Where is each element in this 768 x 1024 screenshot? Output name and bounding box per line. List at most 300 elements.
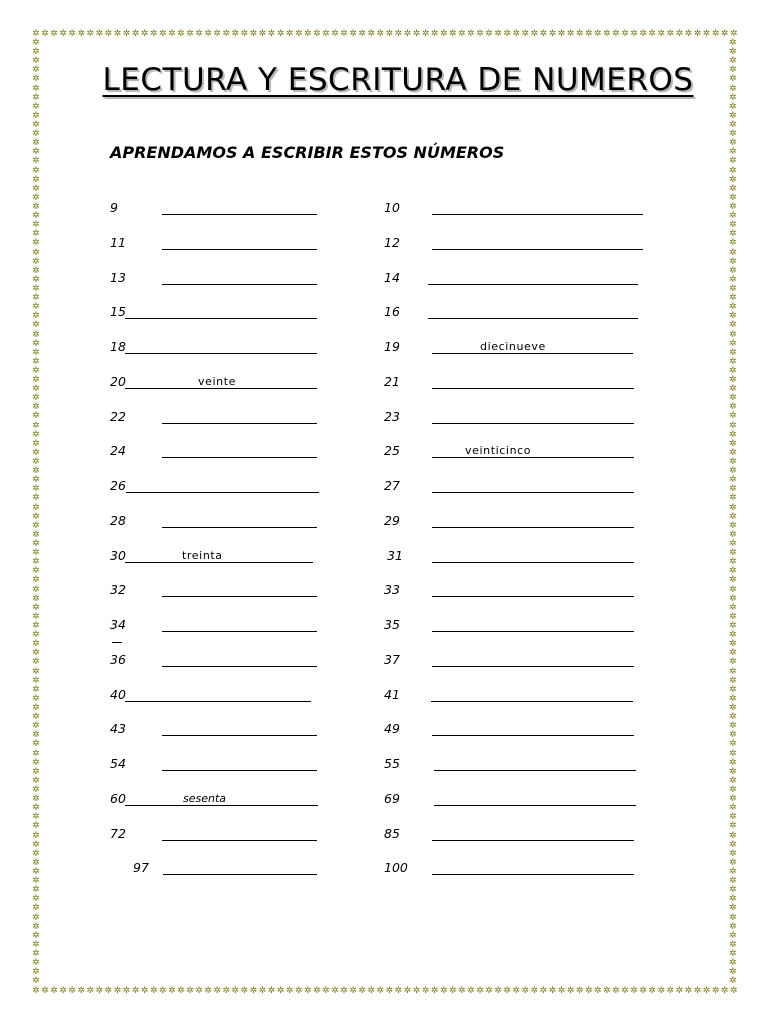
border-star-icon: ✲: [539, 29, 548, 39]
border-star-icon: ✲: [32, 311, 40, 322]
border-star-icon: ✲: [539, 986, 548, 996]
border-star-icon: ✲: [32, 812, 40, 823]
border-star-icon: ✲: [684, 986, 693, 996]
exercise-number: 85: [384, 826, 400, 841]
border-star-icon: ✲: [231, 986, 239, 996]
border-star-icon: ✲: [729, 92, 737, 103]
border-star-icon: ✲: [32, 402, 40, 413]
border-star-icon: ✲: [729, 912, 737, 923]
border-star-icon: ✲: [448, 986, 457, 996]
border-star-icon: ✲: [258, 29, 267, 39]
border-star-icon: ✲: [358, 986, 366, 996]
border-star-icon: ✲: [95, 986, 103, 996]
border-star-icon: ✲: [32, 986, 40, 996]
border-star-icon: ✲: [32, 684, 40, 695]
border-star-icon: ✲: [32, 38, 40, 48]
border-star-icon: ✲: [512, 29, 520, 39]
border-star-icon: ✲: [158, 986, 167, 996]
border-star-icon: ✲: [729, 484, 737, 495]
answer-blank-line[interactable]: [431, 701, 633, 702]
border-star-icon: ✲: [476, 986, 484, 996]
border-star-icon: ✲: [729, 775, 737, 786]
border-star-icon: ✲: [729, 702, 737, 713]
border-star-icon: ✲: [729, 566, 737, 577]
border-star-icon: ✲: [593, 29, 602, 39]
border-star-icon: ✲: [267, 29, 276, 39]
border-star-icon: ✲: [657, 986, 665, 996]
border-star-icon: ✲: [494, 29, 502, 39]
border-star-icon: ✲: [32, 784, 40, 795]
border-star-icon: ✲: [41, 986, 49, 996]
border-star-icon: ✲: [729, 748, 737, 759]
border-star-icon: ✲: [32, 903, 40, 914]
border-star-icon: ✲: [331, 986, 339, 996]
exercise-number: 10: [384, 200, 400, 215]
answer-blank-line[interactable]: [428, 318, 638, 319]
border-star-icon: ✲: [322, 29, 330, 39]
exercise-number: 20: [110, 374, 126, 389]
border-star-icon: ✲: [32, 283, 40, 294]
border-star-icon: ✲: [693, 986, 702, 996]
exercise-row: [0, 791, 768, 814]
exercise-number: 12: [384, 235, 400, 250]
border-star-icon: ✲: [32, 557, 40, 568]
border-star-icon: ✲: [86, 986, 94, 996]
border-star-icon: ✲: [530, 29, 538, 39]
border-star-icon: ✲: [32, 748, 40, 759]
border-star-icon: ✲: [322, 986, 330, 996]
border-star-icon: ✲: [32, 201, 40, 212]
border-star-icon: ✲: [32, 329, 40, 340]
border-star-icon: ✲: [32, 192, 40, 203]
border-star-icon: ✲: [729, 675, 737, 686]
border-star-icon: ✲: [32, 548, 40, 559]
border-star-icon: ✲: [77, 986, 85, 996]
border-star-icon: ✲: [476, 29, 484, 39]
border-star-icon: ✲: [240, 986, 248, 996]
border-star-icon: ✲: [358, 29, 366, 39]
border-star-icon: ✲: [32, 384, 40, 395]
answer-blank-line[interactable]: [434, 805, 636, 806]
border-star-icon: ✲: [32, 739, 40, 750]
border-star-icon: ✲: [32, 976, 40, 987]
border-star-icon: ✲: [32, 839, 40, 850]
border-star-icon: ✲: [729, 639, 737, 650]
border-star-icon: ✲: [584, 986, 593, 996]
page-border-bottom: [32, 987, 738, 996]
border-star-icon: ✲: [593, 986, 602, 996]
border-star-icon: ✲: [729, 575, 737, 586]
border-star-icon: ✲: [32, 529, 40, 540]
border-star-icon: ✲: [729, 885, 737, 896]
border-star-icon: ✲: [267, 986, 276, 996]
border-star-icon: ✲: [729, 65, 737, 76]
exercise-number: 32: [110, 582, 126, 597]
border-star-icon: ✲: [729, 156, 737, 167]
exercise-number: 11: [110, 235, 126, 250]
border-star-icon: ✲: [32, 721, 40, 732]
border-star-icon: ✲: [50, 986, 58, 996]
border-star-icon: ✲: [186, 29, 194, 39]
border-star-icon: ✲: [729, 693, 737, 704]
written-answer: diecinueve: [480, 340, 546, 353]
border-star-icon: ✲: [729, 475, 737, 486]
exercise-number: 40: [110, 687, 126, 702]
border-star-icon: ✲: [503, 29, 511, 39]
border-star-icon: ✲: [312, 986, 321, 996]
border-star-icon: ✲: [729, 939, 737, 950]
border-star-icon: ✲: [639, 986, 647, 996]
border-star-icon: ✲: [412, 29, 421, 39]
answer-blank-line[interactable]: [432, 492, 634, 493]
border-star-icon: ✲: [32, 156, 40, 167]
border-star-icon: ✲: [32, 101, 40, 112]
answer-blank-line[interactable]: [432, 631, 634, 632]
written-answer: treinta: [182, 549, 223, 562]
border-star-icon: ✲: [32, 138, 40, 149]
border-star-icon: ✲: [32, 393, 40, 404]
border-star-icon: ✲: [32, 420, 40, 431]
border-star-icon: ✲: [149, 29, 158, 39]
border-star-icon: ✲: [584, 29, 593, 39]
border-star-icon: ✲: [394, 29, 403, 39]
border-star-icon: ✲: [122, 29, 131, 39]
border-star-icon: ✲: [32, 220, 40, 231]
exercise-row: [0, 374, 768, 394]
border-star-icon: ✲: [195, 986, 203, 996]
border-star-icon: ✲: [684, 29, 693, 39]
border-star-icon: ✲: [249, 29, 258, 39]
border-star-icon: ✲: [249, 986, 258, 996]
border-star-icon: ✲: [729, 757, 737, 768]
border-star-icon: ✲: [729, 903, 737, 914]
exercise-number: 31: [387, 548, 403, 563]
border-star-icon: ✲: [729, 365, 737, 376]
exercise-row: [0, 652, 768, 672]
exercise-row: [0, 339, 768, 359]
border-star-icon: ✲: [729, 712, 737, 723]
border-star-icon: ✲: [32, 648, 40, 659]
border-star-icon: ✲: [32, 302, 40, 313]
exercise-number: 18: [110, 339, 126, 354]
border-star-icon: ✲: [32, 948, 40, 959]
exercise-number: 26: [110, 478, 126, 493]
border-star-icon: ✲: [557, 29, 566, 39]
border-star-icon: ✲: [312, 29, 321, 39]
exercise-number: 19: [384, 339, 400, 354]
border-star-icon: ✲: [729, 548, 737, 559]
border-star-icon: ✲: [32, 575, 40, 586]
border-star-icon: ✲: [485, 29, 493, 39]
border-star-icon: ✲: [521, 29, 529, 39]
exercise-row: [0, 548, 768, 568]
border-star-icon: ✲: [149, 986, 158, 996]
border-star-icon: ✲: [32, 356, 40, 367]
border-star-icon: ✲: [729, 293, 737, 304]
answer-blank-line[interactable]: [432, 735, 634, 736]
border-star-icon: ✲: [50, 29, 58, 39]
border-star-icon: ✲: [32, 438, 40, 449]
border-star-icon: ✲: [303, 986, 312, 996]
exercise-number: 33: [384, 582, 400, 597]
border-star-icon: ✲: [666, 29, 674, 39]
exercise-number: 24: [110, 443, 126, 458]
border-star-icon: ✲: [303, 29, 312, 39]
border-star-icon: ✲: [421, 986, 430, 996]
answer-blank-line[interactable]: [428, 284, 638, 285]
border-star-icon: ✲: [729, 47, 737, 58]
exercise-number: 60: [110, 791, 126, 806]
border-star-icon: ✲: [340, 986, 348, 996]
border-star-icon: ✲: [575, 29, 584, 39]
border-star-icon: ✲: [32, 65, 40, 76]
exercise-number: 29: [384, 513, 400, 528]
border-star-icon: ✲: [213, 986, 221, 996]
border-star-icon: ✲: [729, 611, 737, 622]
exercise-row: [0, 200, 768, 220]
border-star-icon: ✲: [421, 29, 430, 39]
border-star-icon: ✲: [140, 986, 149, 996]
border-star-icon: ✲: [602, 29, 611, 39]
border-star-icon: ✲: [729, 876, 737, 887]
border-star-icon: ✲: [729, 621, 737, 631]
border-star-icon: ✲: [729, 602, 737, 613]
border-star-icon: ✲: [729, 256, 737, 267]
border-star-icon: ✲: [729, 502, 737, 513]
border-star-icon: ✲: [729, 201, 737, 212]
border-star-icon: ✲: [32, 821, 40, 832]
border-star-icon: ✲: [612, 986, 620, 996]
border-star-icon: ✲: [32, 256, 40, 267]
border-star-icon: ✲: [131, 29, 140, 39]
border-star-icon: ✲: [729, 976, 737, 987]
border-star-icon: ✲: [729, 848, 737, 859]
border-star-icon: ✲: [32, 365, 40, 376]
border-star-icon: ✲: [32, 247, 40, 258]
border-star-icon: ✲: [32, 484, 40, 495]
border-star-icon: ✲: [32, 92, 40, 103]
border-star-icon: ✲: [729, 466, 737, 477]
border-star-icon: ✲: [113, 986, 122, 996]
exercise-number: 9: [110, 200, 118, 215]
exercise-row: [0, 235, 768, 255]
exercise-number: 69: [384, 791, 400, 806]
border-star-icon: ✲: [621, 29, 629, 39]
answer-blank-line[interactable]: [434, 770, 636, 771]
border-star-icon: ✲: [32, 675, 40, 686]
border-star-icon: ✲: [32, 165, 40, 176]
answer-blank-line[interactable]: [432, 388, 634, 389]
border-star-icon: ✲: [548, 986, 557, 996]
exercise-row: [0, 826, 768, 846]
exercise-number: 27: [384, 478, 400, 493]
border-star-icon: ✲: [32, 639, 40, 650]
answer-blank-line[interactable]: [432, 666, 634, 667]
written-answer: sesenta: [183, 792, 227, 805]
border-star-icon: ✲: [729, 666, 737, 677]
border-star-icon: ✲: [729, 283, 737, 294]
border-star-icon: ✲: [32, 857, 40, 868]
border-star-icon: ✲: [32, 866, 40, 877]
border-star-icon: ✲: [32, 593, 40, 604]
border-star-icon: ✲: [621, 986, 629, 996]
border-star-icon: ✲: [729, 657, 737, 668]
border-star-icon: ✲: [32, 921, 40, 932]
border-star-icon: ✲: [32, 712, 40, 723]
border-star-icon: ✲: [729, 138, 737, 149]
border-star-icon: ✲: [729, 375, 737, 386]
border-star-icon: ✲: [439, 29, 448, 39]
border-star-icon: ✲: [32, 174, 40, 185]
exercise-number: 55: [384, 756, 400, 771]
border-star-icon: ✲: [32, 666, 40, 677]
border-star-icon: ✲: [557, 986, 566, 996]
border-star-icon: ✲: [213, 29, 221, 39]
border-star-icon: ✲: [32, 539, 40, 550]
border-star-icon: ✲: [729, 119, 737, 130]
border-star-icon: ✲: [294, 986, 303, 996]
stray-dash-mark: [112, 642, 122, 643]
border-star-icon: ✲: [32, 29, 40, 39]
border-star-icon: ✲: [32, 320, 40, 331]
answer-blank-line[interactable]: [432, 423, 634, 424]
worksheet-instructions: APRENDAMOS A ESCRIBIR ESTOS NÚMEROS: [110, 143, 505, 162]
answer-blank-line[interactable]: [432, 457, 634, 458]
border-star-icon: ✲: [367, 29, 375, 39]
exercise-row: [0, 756, 768, 776]
border-star-icon: ✲: [494, 986, 502, 996]
border-star-icon: ✲: [657, 29, 665, 39]
border-star-icon: ✲: [276, 29, 285, 39]
border-star-icon: ✲: [32, 347, 40, 358]
exercise-row: [0, 684, 768, 707]
border-star-icon: ✲: [729, 302, 737, 313]
border-star-icon: ✲: [376, 986, 384, 996]
border-star-icon: ✲: [729, 447, 737, 458]
border-star-icon: ✲: [32, 894, 40, 905]
exercise-number: 34: [110, 617, 126, 632]
border-star-icon: ✲: [32, 211, 40, 222]
border-star-icon: ✲: [729, 539, 737, 550]
exercise-number: 54: [110, 756, 126, 771]
exercise-row: [0, 721, 768, 741]
border-star-icon: ✲: [729, 894, 737, 905]
border-star-icon: ✲: [32, 493, 40, 504]
border-star-icon: ✲: [131, 986, 140, 996]
border-star-icon: ✲: [32, 119, 40, 130]
exercise-row: [0, 270, 768, 290]
exercise-row: [0, 304, 768, 324]
border-star-icon: ✲: [32, 757, 40, 768]
border-star-icon: ✲: [729, 356, 737, 367]
border-star-icon: ✲: [32, 511, 40, 522]
border-star-icon: ✲: [32, 775, 40, 786]
border-star-icon: ✲: [729, 948, 737, 959]
exercise-number: 30: [110, 548, 126, 563]
border-star-icon: ✲: [140, 29, 149, 39]
border-star-icon: ✲: [41, 29, 49, 39]
border-star-icon: ✲: [729, 411, 737, 422]
answer-blank-line[interactable]: [432, 353, 633, 354]
exercise-number: 49: [384, 721, 400, 736]
border-star-icon: ✲: [720, 29, 729, 39]
exercise-row: [0, 582, 768, 602]
border-star-icon: ✲: [729, 986, 738, 996]
border-star-icon: ✲: [729, 320, 737, 331]
border-star-icon: ✲: [729, 593, 737, 604]
border-star-icon: ✲: [167, 29, 176, 39]
exercise-number: 36: [110, 652, 126, 667]
border-star-icon: ✲: [240, 29, 248, 39]
border-star-icon: ✲: [285, 986, 294, 996]
border-star-icon: ✲: [729, 38, 737, 48]
exercise-number: 97: [133, 860, 149, 875]
border-star-icon: ✲: [32, 411, 40, 422]
border-star-icon: ✲: [729, 766, 737, 777]
border-star-icon: ✲: [186, 986, 194, 996]
border-star-icon: ✲: [729, 930, 737, 941]
border-star-icon: ✲: [32, 566, 40, 577]
border-star-icon: ✲: [729, 211, 737, 222]
border-star-icon: ✲: [702, 986, 711, 996]
border-star-icon: ✲: [729, 812, 737, 823]
exercise-row: [0, 443, 768, 463]
border-star-icon: ✲: [204, 986, 212, 996]
border-star-icon: ✲: [729, 429, 737, 440]
border-star-icon: ✲: [729, 83, 737, 94]
answer-blank-line[interactable]: [432, 214, 643, 215]
border-star-icon: ✲: [32, 794, 40, 805]
border-star-icon: ✲: [729, 584, 737, 595]
border-star-icon: ✲: [430, 986, 439, 996]
border-star-icon: ✲: [729, 147, 737, 158]
border-star-icon: ✲: [349, 986, 357, 996]
border-star-icon: ✲: [32, 912, 40, 923]
border-star-icon: ✲: [276, 986, 285, 996]
border-star-icon: ✲: [104, 986, 113, 996]
border-star-icon: ✲: [122, 986, 131, 996]
border-star-icon: ✲: [32, 657, 40, 668]
border-star-icon: ✲: [729, 839, 737, 850]
exercise-number: 41: [384, 687, 400, 702]
exercise-number: 100: [384, 860, 408, 875]
answer-blank-line[interactable]: [432, 840, 634, 841]
answer-blank-line[interactable]: [432, 562, 634, 563]
border-star-icon: ✲: [59, 986, 67, 996]
border-star-icon: ✲: [32, 265, 40, 276]
border-star-icon: ✲: [729, 110, 737, 121]
border-star-icon: ✲: [457, 29, 466, 39]
border-star-icon: ✲: [729, 129, 737, 140]
border-star-icon: ✲: [32, 602, 40, 613]
answer-blank-line[interactable]: [432, 527, 634, 528]
border-star-icon: ✲: [729, 393, 737, 404]
border-star-icon: ✲: [729, 238, 737, 249]
answer-blank-line[interactable]: [432, 596, 634, 597]
border-star-icon: ✲: [566, 29, 575, 39]
border-star-icon: ✲: [32, 466, 40, 477]
border-star-icon: ✲: [729, 165, 737, 176]
answer-blank-line[interactable]: [432, 874, 634, 875]
border-star-icon: ✲: [394, 986, 403, 996]
border-star-icon: ✲: [729, 630, 737, 641]
answer-blank-line[interactable]: [432, 249, 643, 250]
border-star-icon: ✲: [403, 986, 412, 996]
border-star-icon: ✲: [32, 611, 40, 622]
border-star-icon: ✲: [32, 110, 40, 121]
border-star-icon: ✲: [331, 29, 339, 39]
border-star-icon: ✲: [439, 986, 448, 996]
